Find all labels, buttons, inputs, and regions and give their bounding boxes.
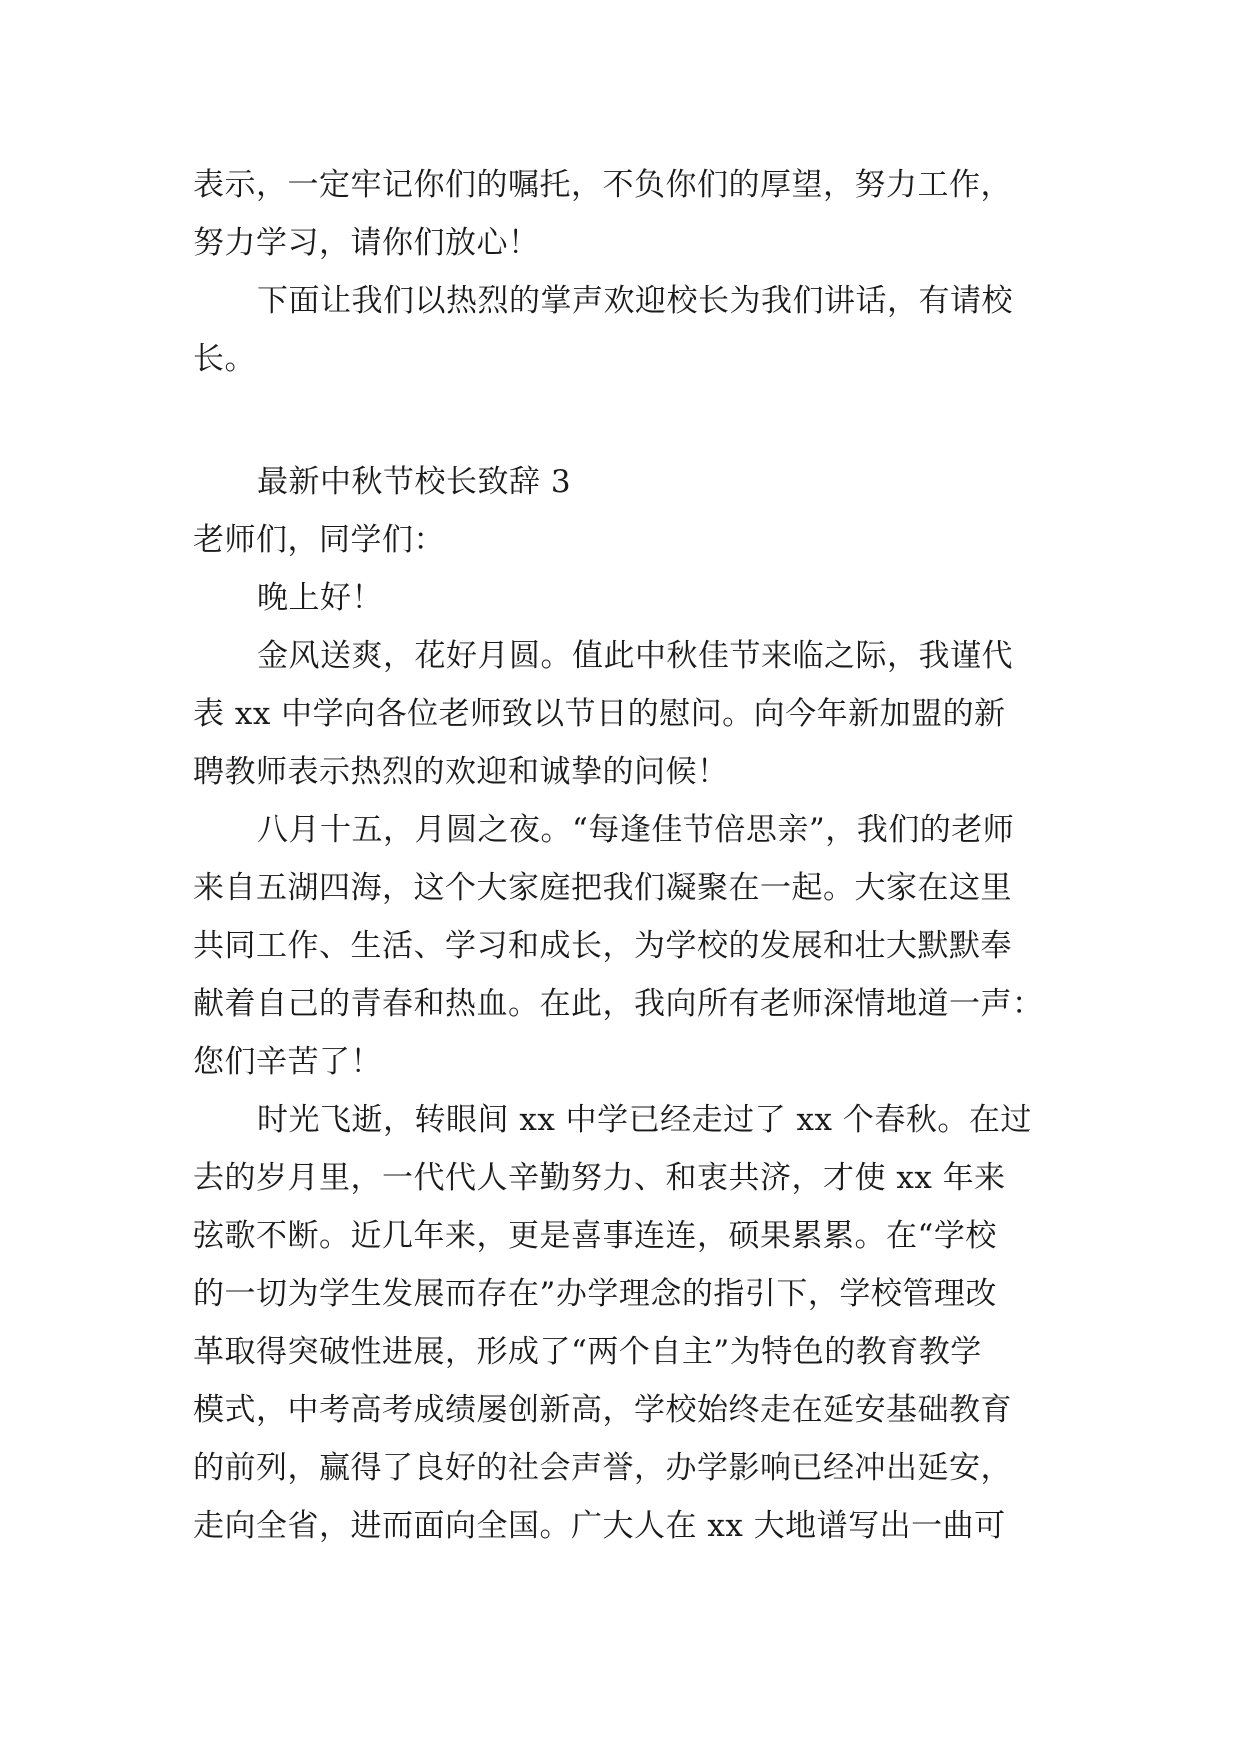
paragraph-line: 的前列，赢得了良好的社会声誉，办学影响已经冲出延安， [193, 1450, 1012, 1486]
paragraph-line: 共同工作、生活、学习和成长，为学校的发展和壮大默默奉 [193, 928, 1012, 964]
greeting: 晚上好！ [257, 580, 383, 616]
paragraph-line: 的一切为学生发展而存在”办学理念的指引下，学校管理改 [193, 1276, 997, 1312]
paragraph-line: 革取得突破性进展，形成了“两个自主”为特色的教育教学 [193, 1334, 982, 1370]
paragraph-line: 弦歌不断。近几年来，更是喜事连连，硕果累累。在“学校 [193, 1218, 997, 1254]
paragraph-line: 去的岁月里，一代代人辛勤努力、和衷共济，才使 xx 年来 [193, 1160, 1006, 1196]
paragraph-line: 表 xx 中学向各位老师致以节日的慰问。向今年新加盟的新 [193, 696, 1006, 732]
paragraph-line: 聘教师表示热烈的欢迎和诚挚的问候！ [193, 754, 729, 790]
paragraph-line: 下面让我们以热烈的掌声欢迎校长为我们讲话，有请校 [257, 283, 1013, 319]
paragraph-line: 努力学习，请你们放心！ [193, 225, 540, 261]
paragraph-line: 表示，一定牢记你们的嘱托，不负你们的厚望，努力工作， [193, 167, 1012, 203]
paragraph-line: 走向全省，进而面向全国。广大人在 xx 大地谱写出一曲可 [193, 1508, 1006, 1544]
paragraph-line: 长。 [193, 341, 256, 377]
paragraph-line: 献着自己的青春和热血。在此，我向所有老师深情地道一声： [193, 986, 1044, 1022]
paragraph-line: 来自五湖四海，这个大家庭把我们凝聚在一起。大家在这里 [193, 870, 1012, 906]
paragraph-line: 您们辛苦了！ [193, 1044, 382, 1080]
section-gap [193, 388, 1053, 453]
paragraph-line: 金风送爽，花好月圆。值此中秋佳节来临之际，我谨代 [257, 638, 1013, 674]
paragraph-line: 时光飞逝，转眼间 xx 中学已经走过了 xx 个春秋。在过 [257, 1102, 1032, 1138]
document-page [193, 156, 1053, 1555]
section-title: 最新中秋节校长致辞 3 [257, 464, 572, 500]
paragraph-line: 模式，中考高考成绩屡创新高，学校始终走在延安基础教育 [193, 1392, 1012, 1428]
salutation: 老师们，同学们： [193, 522, 445, 558]
paragraph-line: 八月十五，月圆之夜。“每逢佳节倍思亲”，我们的老师 [257, 812, 1015, 848]
